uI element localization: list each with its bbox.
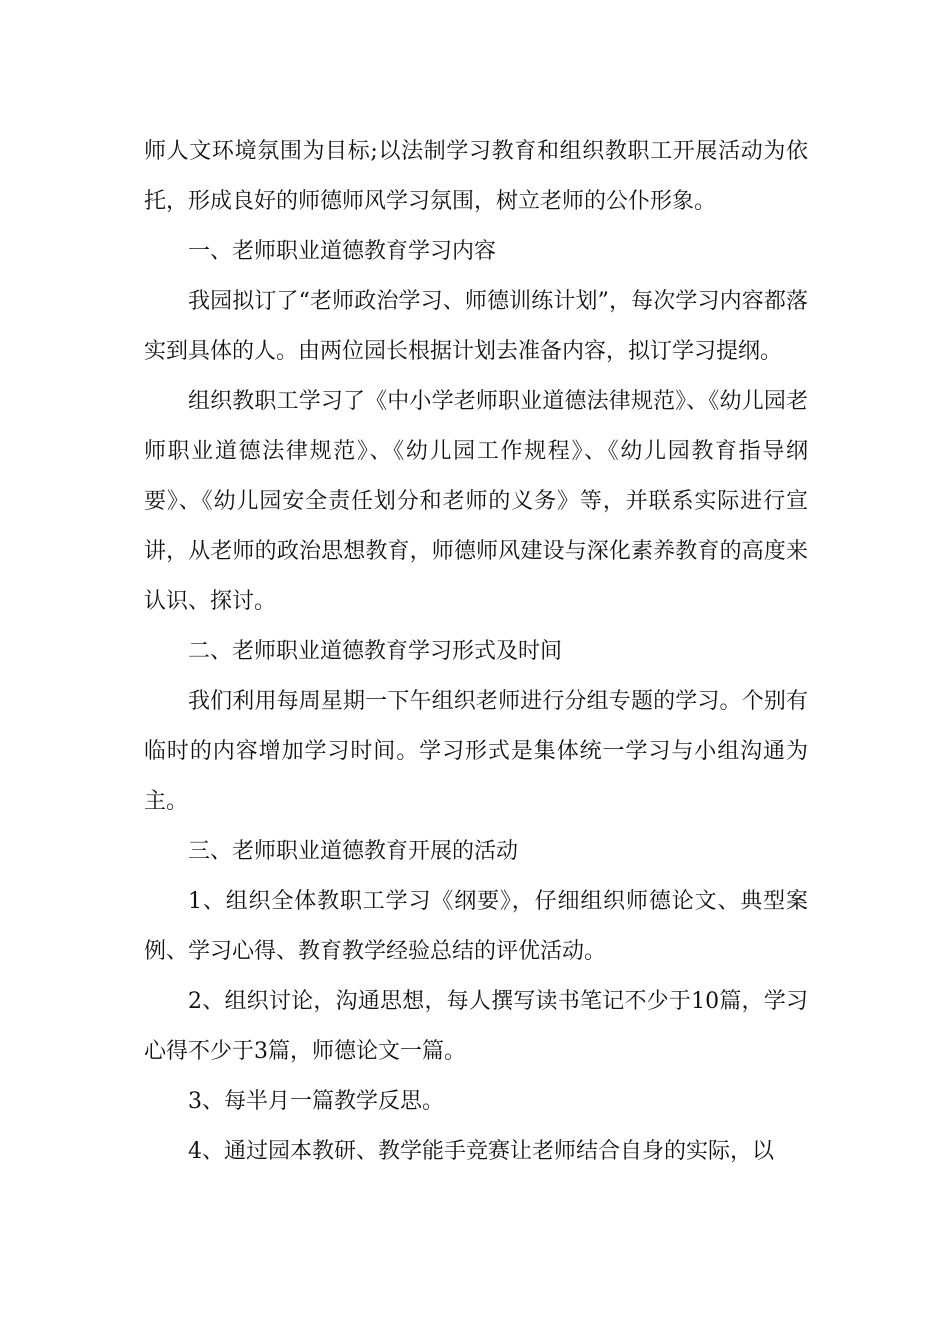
- paragraph-continuation: 师人文环境氛围为目标;以法制学习教育和组织教职工开展活动为依托，形成良好的师德师风学习氛围，树立老师的公仆形象。: [144, 139, 808, 214]
- paragraph-study-time: 我们利用每周星期一下午组织老师进行分组专题的学习。个别有临时的内容增加学习时间。学习形式是集体统一学习与小组沟通为主。: [144, 689, 808, 814]
- section-heading-1: 一、老师职业道德教育学习内容: [188, 239, 497, 264]
- document-body: [144, 127, 808, 1177]
- list-item-4: 4、通过园本教研、教学能手竞赛让老师结合自身的实际，以: [188, 1139, 774, 1164]
- list-item-2: 2、组织讨论，沟通思想，每人撰写读书笔记不少于10篇，学习心得不少于3篇，师德论文一篇。: [144, 989, 808, 1064]
- list-item-1: 1、组织全体教职工学习《纲要》，仔细组织师德论文、典型案例、学习心得、教育教学经验总结的评优活动。: [144, 889, 808, 964]
- paragraph-study-materials: 组织教职工学习了《中小学老师职业道德法律规范》、《幼儿园老师职业道德法律规范》、《幼儿园工作规程》、《幼儿园教育指导纲要》、《幼儿园安全责任划分和老师的义务》等，并联系实际进行宣讲，从老师的政治思想教育，师德师风建设与深化素养教育的高度来认识、探讨。: [144, 389, 808, 614]
- paragraph-study-plan: 我园拟订了“老师政治学习、师德训练计划”，每次学习内容都落实到具体的人。由两位园长根据计划去准备内容，拟订学习提纲。: [144, 289, 808, 364]
- list-item-3: 3、每半月一篇教学反思。: [188, 1089, 444, 1114]
- section-heading-2: 二、老师职业道德教育学习形式及时间: [188, 639, 563, 664]
- section-heading-3: 三、老师职业道德教育开展的活动: [188, 839, 519, 864]
